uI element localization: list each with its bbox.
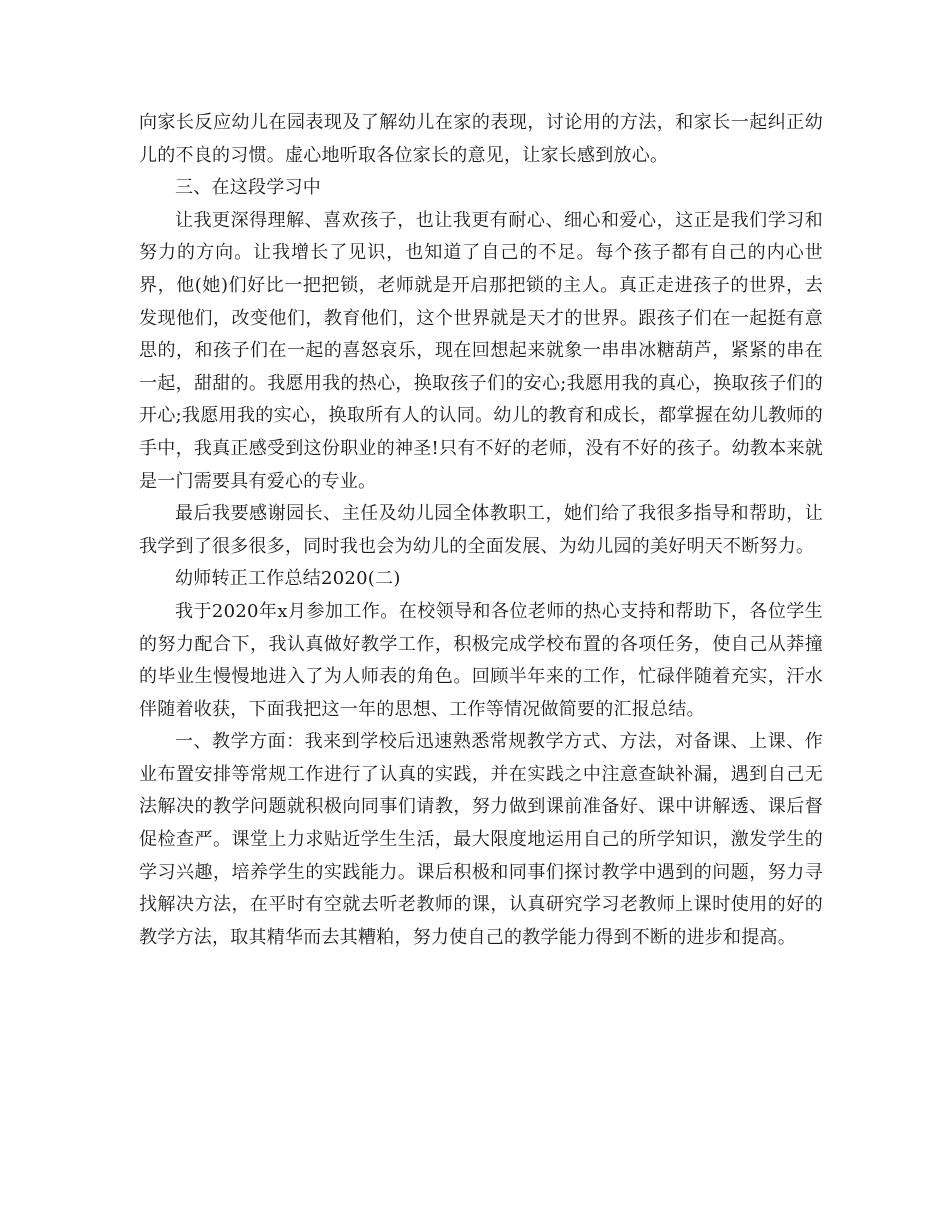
paragraph-thanks: 最后我要感谢园长、主任及幼儿园全体教职工，她们给了我很多指导和帮助，让我学到了很多很多，同时我也会为幼儿的全面发展、为幼儿园的美好明天不断努力。	[139, 503, 823, 557]
paragraph-teaching: 一、教学方面：我来到学校后迅速熟悉常规教学方式、方法，对备课、上课、作业布置安排等常规工作进行了认真的实践，并在实践之中注意查缺补漏，遇到自己无法解决的教学问题就积极向同事们请教，努力做到课前准备好、课中讲解透、课后督促检查严。课堂上力求贴近学生生活，最大限度地运用自己的所学知识，激发学生的学习兴趣，培养学生的实践能力。课后积极和同事们探讨教学中遇到的问题，努力寻找解决方法，在平时有空就去听老教师的课，认真研究学习老教师上课时使用的好的教学方法，取其精华而去其糟粕，努力使自己的教学能力得到不断的进步和提高。	[139, 731, 823, 948]
paragraph-study-reflection: 让我更深得理解、喜欢孩子，也让我更有耐心、细心和爱心，这正是我们学习和努力的方向。让我增长了见识，也知道了自己的不足。每个孩子都有自己的内心世界，他(她)们好比一把把锁，老师就是开启那把锁的主人。真正走进孩子的世界，去发现他们，改变他们，教育他们，这个世界就是天才的世界。跟孩子们在一起挺有意思的，和孩子们在一起的喜怒哀乐，现在回想起来就象一串串冰糖葫芦，紧紧的串在一起，甜甜的。我愿用我的热心，换取孩子们的安心;我愿用我的真心，换取孩子们的开心;我愿用我的实心，换取所有人的认同。幼儿的教育和成长，都掌握在幼儿教师的手中，我真正感受到这份职业的神圣!只有不好的老师，没有不好的孩子。幼教本来就是一门需要具有爱心的专业。	[139, 209, 823, 492]
paragraph-continuation: 向家长反应幼儿在园表现及了解幼儿在家的表现，讨论用的方法，和家长一起纠正幼儿的不良的习惯。虚心地听取各位家长的意见，让家长感到放心。	[139, 112, 823, 166]
document-body	[139, 107, 823, 954]
document-subtitle: 幼师转正工作总结2020(二)	[175, 568, 401, 590]
paragraph-introduction: 我于2020年x月参加工作。在校领导和各位老师的热心支持和帮助下，各位学生的努力配合下，我认真做好教学工作，积极完成学校布置的各项任务，使自己从莽撞的毕业生慢慢地进入了为人师表的角色。回顾半年来的工作，忙碌伴随着充实，汗水伴随着收获，下面我把这一年的思想、工作等情况做简要的汇报总结。	[139, 600, 823, 720]
section-heading-study: 三、在这段学习中	[175, 177, 321, 199]
